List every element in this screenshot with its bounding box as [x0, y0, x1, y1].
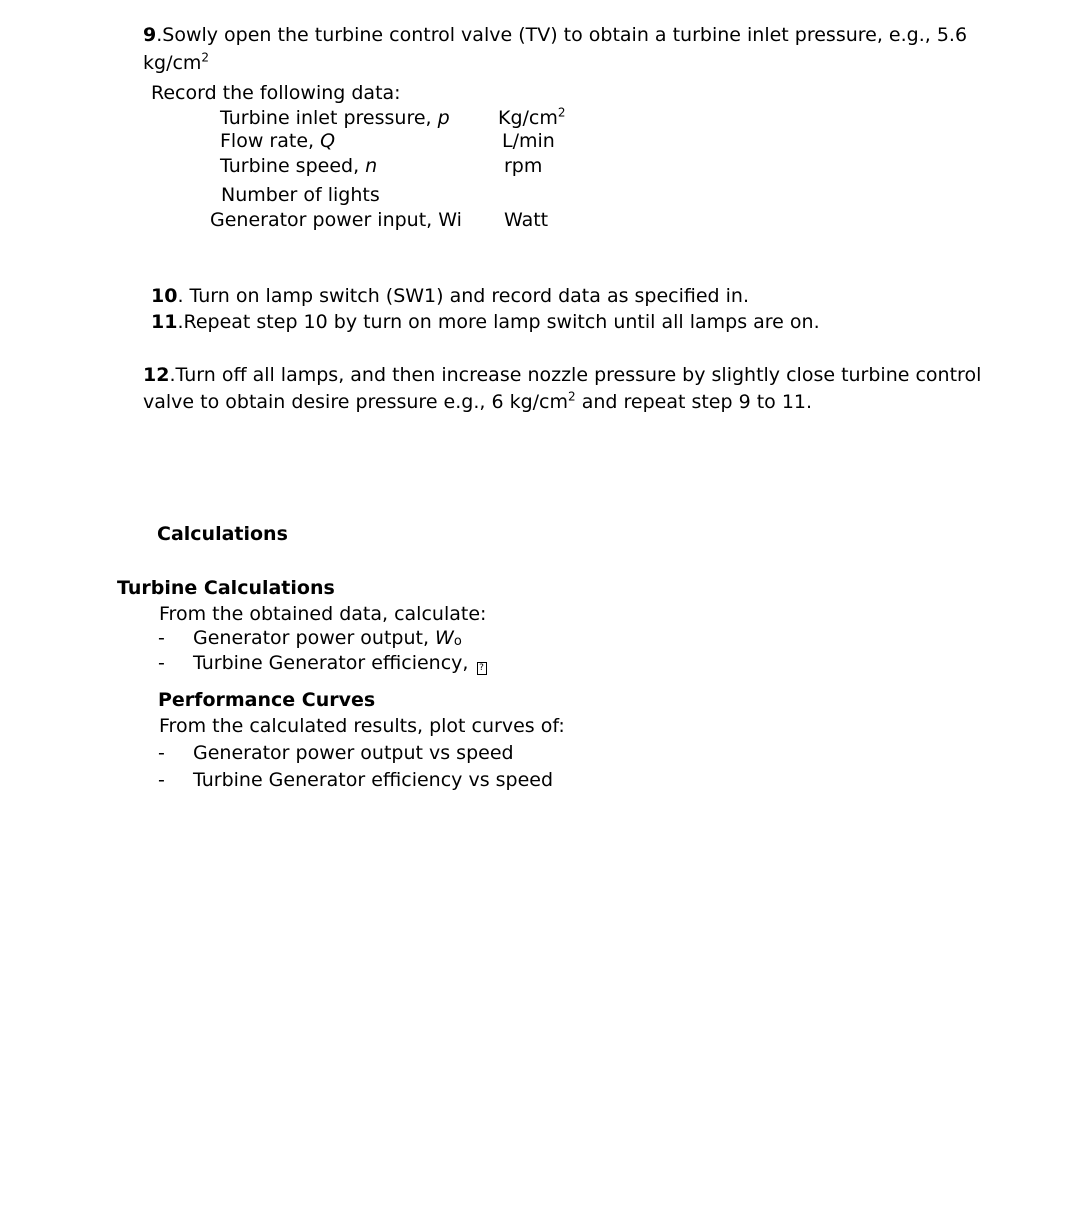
step-10-number: 10 — [151, 285, 178, 307]
record-row-label: Flow rate, Q — [220, 130, 336, 152]
list-item: Turbine Generator efficiency vs speed — [193, 769, 554, 791]
missing-glyph-icon: ? — [477, 662, 487, 675]
record-heading: Record the following data: — [151, 82, 401, 104]
step-9-line-2 — [143, 52, 209, 75]
step-12-line-2: valve to obtain desire pressure e.g., 6 $kg/cm^2$ and repeat step 9 to 11. — [143, 389, 813, 413]
performance-curves-heading: Performance Curves — [158, 689, 376, 711]
record-row-label: Turbine speed, n — [220, 155, 378, 177]
turbine-calculations-heading: Turbine Calculations — [117, 577, 335, 599]
step-9-number: 9 — [143, 24, 157, 46]
record-row-label: Number of lights — [221, 184, 380, 206]
record-row-unit: $Kg/cm^2$ — [498, 105, 566, 129]
record-row-unit: rpm — [504, 155, 543, 177]
step-10-text: . Turn on lamp switch (SW1) and record data as specified in. — [177, 285, 750, 307]
record-row-label: Turbine inlet pressure, p — [220, 107, 450, 129]
performance-curves-intro: From the calculated results, plot curves of: — [159, 715, 565, 737]
record-row-label: Generator power input, Wi — [210, 209, 462, 231]
list-item-dash: - — [158, 627, 165, 649]
record-row-unit: Watt — [504, 209, 549, 231]
step-12-number: 12 — [143, 364, 170, 386]
record-row-var: n — [365, 155, 378, 177]
record-row-var: p — [437, 107, 450, 129]
step-11-text: .Repeat step 10 by turn on more lamp switch until all lamps are on. — [177, 311, 820, 333]
step-9-text: .Sowly open the turbine control valve (TV) to obtain a turbine inlet pressure, e.g., 5.6 — [156, 24, 968, 46]
list-item-dash: - — [158, 742, 165, 764]
record-row-unit: L/min — [502, 130, 555, 152]
step-9-unit: kg/cm — [143, 52, 202, 74]
turbine-calculations-intro: From the obtained data, calculate: — [159, 603, 487, 625]
list-item: Turbine Generator efficiency, ? — [193, 652, 487, 675]
step-9-unit-sup: 2 — [201, 50, 210, 65]
list-item-dash: - — [158, 769, 165, 791]
calculations-heading: Calculations — [157, 523, 288, 545]
step-12-line-1 — [143, 364, 981, 387]
step-11 — [151, 311, 820, 334]
step-12-text: .Turn off all lamps, and then increase nozzle pressure by slightly close turbine control — [169, 364, 982, 386]
step-9-line-1 — [143, 24, 967, 47]
list-item: Generator power output vs speed — [193, 742, 514, 764]
step-11-number: 11 — [151, 311, 178, 333]
record-row-var: Q — [320, 130, 336, 152]
step-10 — [151, 285, 749, 308]
list-item: Generator power output, Wo — [193, 627, 462, 649]
list-item-dash: - — [158, 652, 165, 674]
